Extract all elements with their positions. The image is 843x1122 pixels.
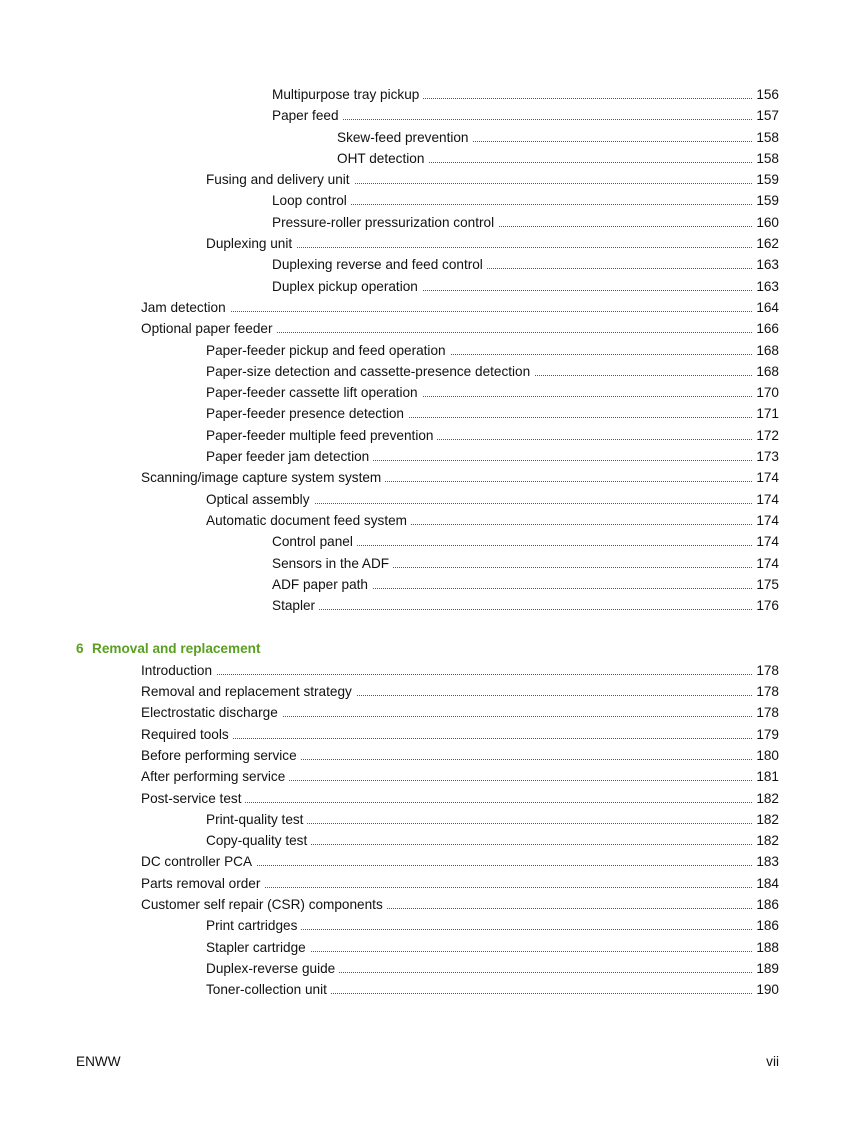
- toc-entry-page: 186: [752, 915, 779, 936]
- toc-entry[interactable]: [0, 446, 843, 467]
- toc-entry-page: 157: [752, 105, 779, 126]
- toc-entry-page: 182: [752, 788, 779, 809]
- toc-entry[interactable]: [0, 190, 843, 211]
- toc-entry-label: Print-quality test: [206, 809, 307, 830]
- toc-entry[interactable]: [0, 766, 843, 787]
- toc-entry-label: Paper-feeder pickup and feed operation: [206, 340, 450, 361]
- chapter-title: Removal and replacement: [92, 641, 261, 657]
- toc-entry[interactable]: [0, 105, 843, 126]
- toc-section-part2: [0, 660, 843, 1001]
- toc-entry[interactable]: [0, 340, 843, 361]
- toc-entry[interactable]: [0, 297, 843, 318]
- toc-entry-page: 158: [752, 148, 779, 169]
- toc-entry-page: 174: [752, 467, 779, 488]
- toc-entry-label: Optical assembly: [206, 489, 314, 510]
- toc-entry-page: 162: [752, 233, 779, 254]
- toc-entry-page: 184: [752, 873, 779, 894]
- toc-entry-label: Duplexing unit: [206, 233, 296, 254]
- toc-entry[interactable]: [0, 809, 843, 830]
- toc-entry-page: 160: [752, 212, 779, 233]
- toc-entry-page: 181: [752, 766, 779, 787]
- toc-entry[interactable]: [0, 873, 843, 894]
- toc-entry-label: Print cartridges: [206, 915, 301, 936]
- toc-entry-label: ADF paper path: [272, 574, 372, 595]
- toc-entry[interactable]: [0, 382, 843, 403]
- toc-entry-label: Sensors in the ADF: [272, 553, 393, 574]
- toc-entry-label: Copy-quality test: [206, 830, 311, 851]
- toc-entry[interactable]: [0, 510, 843, 531]
- toc-entry-page: 182: [752, 809, 779, 830]
- toc-entry-label: Paper-feeder cassette lift operation: [206, 382, 422, 403]
- toc-entry-label: Jam detection: [141, 297, 230, 318]
- toc-entry-page: 178: [752, 660, 779, 681]
- toc-entry[interactable]: [0, 915, 843, 936]
- page-footer: [76, 1052, 779, 1072]
- toc-entry-label: DC controller PCA: [141, 851, 256, 872]
- toc-entry-page: 190: [752, 979, 779, 1000]
- leader-dots: [141, 674, 754, 675]
- leader-dots: [272, 609, 754, 610]
- toc-entry[interactable]: [0, 169, 843, 190]
- toc-entry-page: 174: [752, 510, 779, 531]
- toc-entry-page: 178: [752, 702, 779, 723]
- toc-entry-page: 180: [752, 745, 779, 766]
- toc-entry[interactable]: [0, 724, 843, 745]
- toc-entry-page: 178: [752, 681, 779, 702]
- toc-entry[interactable]: [0, 318, 843, 339]
- toc-entry[interactable]: [0, 254, 843, 275]
- toc-entry-page: 170: [752, 382, 779, 403]
- toc-entry-label: Stapler cartridge: [206, 937, 310, 958]
- chapter-heading[interactable]: [0, 638, 843, 659]
- toc-entry-page: 168: [752, 361, 779, 382]
- toc-entry-page: 176: [752, 595, 779, 616]
- toc-entry-label: Paper feed: [272, 105, 343, 126]
- footer-left-label: ENWW: [76, 1054, 121, 1069]
- toc-entry-page: 168: [752, 340, 779, 361]
- toc-entry[interactable]: [0, 745, 843, 766]
- toc-entry-label: Introduction: [141, 660, 216, 681]
- toc-entry[interactable]: [0, 276, 843, 297]
- toc-entry[interactable]: [0, 212, 843, 233]
- toc-entry[interactable]: [0, 702, 843, 723]
- leader-dots: [141, 738, 754, 739]
- toc-entry-page: 159: [752, 169, 779, 190]
- toc-entry-page: 166: [752, 318, 779, 339]
- leader-dots: [141, 311, 754, 312]
- toc-entry-page: 159: [752, 190, 779, 211]
- toc-entry-label: Required tools: [141, 724, 233, 745]
- toc-entry-label: Paper feeder jam detection: [206, 446, 373, 467]
- toc-entry-label: Multipurpose tray pickup: [272, 84, 423, 105]
- toc-entry[interactable]: [0, 595, 843, 616]
- toc-entry[interactable]: [0, 553, 843, 574]
- toc-entry-label: Stapler: [272, 595, 319, 616]
- toc-entry-page: 156: [752, 84, 779, 105]
- toc-entry-page: 188: [752, 937, 779, 958]
- toc-entry-page: 174: [752, 531, 779, 552]
- toc-entry-label: After performing service: [141, 766, 289, 787]
- toc-entry-label: Optional paper feeder: [141, 318, 277, 339]
- toc-entry-page: 183: [752, 851, 779, 872]
- toc-entry-label: Post-service test: [141, 788, 245, 809]
- toc-entry-label: Duplex pickup operation: [272, 276, 422, 297]
- toc-entry-label: Control panel: [272, 531, 357, 552]
- toc-entry[interactable]: [0, 84, 843, 105]
- toc-entry-label: OHT detection: [337, 148, 428, 169]
- toc-entry-page: 172: [752, 425, 779, 446]
- toc-entry-label: Duplex-reverse guide: [206, 958, 339, 979]
- toc-entry[interactable]: [0, 148, 843, 169]
- toc-entry-label: Parts removal order: [141, 873, 264, 894]
- chapter-number: 6: [76, 641, 84, 657]
- toc-entry-label: Removal and replacement strategy: [141, 681, 356, 702]
- toc-entry-label: Before performing service: [141, 745, 301, 766]
- footer-page-number: vii: [766, 1054, 779, 1069]
- toc-entry-label: Fusing and delivery unit: [206, 169, 354, 190]
- toc-entry[interactable]: [0, 574, 843, 595]
- toc-entry-page: 174: [752, 489, 779, 510]
- toc-entry-page: 189: [752, 958, 779, 979]
- toc-entry-label: Toner-collection unit: [206, 979, 331, 1000]
- toc-entry-label: Paper-feeder multiple feed prevention: [206, 425, 437, 446]
- toc-entry-page: 164: [752, 297, 779, 318]
- toc-entry-page: 163: [752, 254, 779, 275]
- toc-entry-label: Paper-size detection and cassette-presence detection: [206, 361, 534, 382]
- toc-entry[interactable]: [0, 361, 843, 382]
- toc-entry[interactable]: [0, 979, 843, 1000]
- toc-entry[interactable]: [0, 660, 843, 681]
- toc-entry[interactable]: [0, 403, 843, 424]
- toc-entry[interactable]: [0, 425, 843, 446]
- toc-entry[interactable]: [0, 233, 843, 254]
- toc-entry-page: 173: [752, 446, 779, 467]
- toc-entry[interactable]: [0, 958, 843, 979]
- toc-entry-label: Pressure-roller pressurization control: [272, 212, 498, 233]
- toc-entry-page: 179: [752, 724, 779, 745]
- toc-entry-label: Customer self repair (CSR) components: [141, 894, 387, 915]
- toc-entry-label: Skew-feed prevention: [337, 127, 472, 148]
- table-of-contents: [0, 84, 843, 1000]
- toc-entry[interactable]: [0, 851, 843, 872]
- toc-section-part1: [0, 84, 843, 616]
- leader-dots: [272, 119, 754, 120]
- toc-entry[interactable]: [0, 467, 843, 488]
- toc-entry[interactable]: [0, 830, 843, 851]
- toc-entry[interactable]: [0, 531, 843, 552]
- toc-entry-page: 171: [752, 403, 779, 424]
- toc-entry-page: 175: [752, 574, 779, 595]
- toc-entry-label: Loop control: [272, 190, 351, 211]
- toc-entry[interactable]: [0, 937, 843, 958]
- toc-entry-page: 182: [752, 830, 779, 851]
- toc-entry[interactable]: [0, 681, 843, 702]
- toc-entry-page: 186: [752, 894, 779, 915]
- toc-entry-page: 174: [752, 553, 779, 574]
- toc-entry-label: Duplexing reverse and feed control: [272, 254, 487, 275]
- toc-entry-label: Automatic document feed system: [206, 510, 411, 531]
- toc-entry-label: Paper-feeder presence detection: [206, 403, 408, 424]
- toc-entry-label: Scanning/image capture system system: [141, 467, 385, 488]
- toc-entry[interactable]: [0, 788, 843, 809]
- toc-entry[interactable]: [0, 127, 843, 148]
- toc-entry[interactable]: [0, 894, 843, 915]
- toc-entry-label: Electrostatic discharge: [141, 702, 282, 723]
- toc-entry-page: 163: [752, 276, 779, 297]
- toc-entry-page: 158: [752, 127, 779, 148]
- toc-entry[interactable]: [0, 489, 843, 510]
